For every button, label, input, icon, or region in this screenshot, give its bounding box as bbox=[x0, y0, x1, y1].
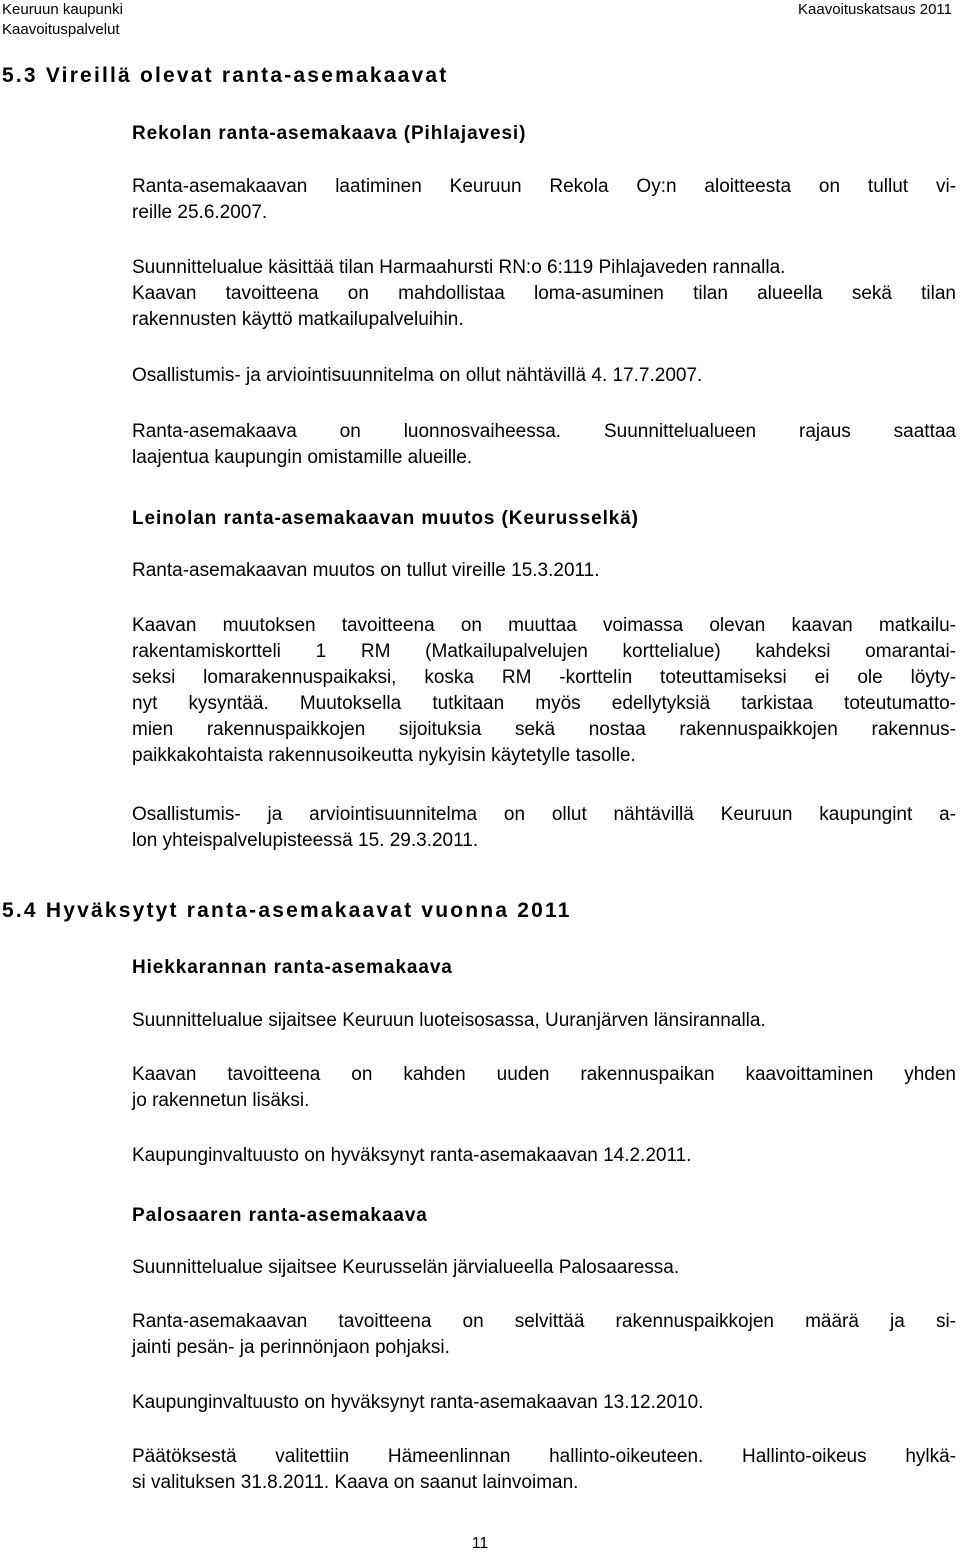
paragraph-line: Kaavan tavoitteena on kahden uuden rakennuspaikan kaavoittaminen yhden bbox=[132, 1064, 956, 1085]
paragraph bbox=[132, 255, 956, 333]
page-header-left bbox=[2, 0, 123, 40]
paragraph bbox=[132, 1309, 956, 1361]
paragraph-line: Kaavan muutoksen tavoitteena on muuttaa voimassa olevan kaavan matkailu- bbox=[132, 615, 956, 636]
paragraph-line: Päätöksestä valitettiin Hämeenlinnan hallinto-oikeuteen. Hallinto-oikeus hylkä- bbox=[132, 1446, 956, 1467]
paragraph-line: Suunnittelualue käsittää tilan Harmaahursti RN:o 6:119 Pihlajaveden rannalla. bbox=[132, 257, 786, 278]
paragraph bbox=[132, 1390, 956, 1416]
paragraph-line: Kaavan tavoitteena on mahdollistaa loma-asuminen tilan alueella sekä tilan bbox=[132, 283, 956, 304]
paragraph-line: Kaupunginvaltuusto on hyväksynyt ranta-asemakaavan 14.2.2011. bbox=[132, 1145, 692, 1166]
paragraph-line: Ranta-asemakaavan muutos on tullut vireille 15.3.2011. bbox=[132, 560, 600, 581]
paragraph bbox=[132, 1143, 956, 1169]
paragraph-line: Ranta-asemakaava on luonnosvaiheessa. Suunnittelualueen rajaus saattaa bbox=[132, 421, 956, 442]
paragraph-line: reille 25.6.2007. bbox=[132, 202, 268, 223]
paragraph-line: Ranta-asemakaavan laatiminen Keuruun Rekola Oy:n aloitteesta on tullut vi- bbox=[132, 176, 956, 197]
header-report-title: Kaavoituskatsaus 2011 bbox=[798, 1, 952, 18]
paragraph-line: laajentua kaupungin omistamille alueille. bbox=[132, 447, 473, 468]
page-header-right bbox=[798, 0, 952, 20]
header-organization: Keuruun kaupunki bbox=[2, 1, 123, 18]
paragraph-line: jo rakennetun lisäksi. bbox=[132, 1090, 310, 1111]
paragraph bbox=[132, 1008, 956, 1034]
paragraph-line: paikkakohtaista rakennusoikeutta nykyisin käytetylle tasolle. bbox=[132, 745, 636, 766]
paragraph-line: Osallistumis- ja arviointisuunnitelma on ollut nähtävillä 4. 17.7.2007. bbox=[132, 365, 703, 386]
paragraph-line: rakennusten käyttö matkailupalveluihin. bbox=[132, 309, 464, 330]
paragraph-line: mien rakennuspaikkojen sijoituksia sekä nostaa rakennuspaikkojen rakennus- bbox=[132, 719, 956, 740]
paragraph-line: Suunnittelualue sijaitsee Keuruun luoteisosassa, Uuranjärven länsirannalla. bbox=[132, 1010, 766, 1031]
plan-title-leinola: Leinolan ranta-asemakaavan muutos (Keurusselkä) bbox=[132, 508, 639, 529]
paragraph bbox=[132, 1062, 956, 1114]
paragraph-line: Osallistumis- ja arviointisuunnitelma on ollut nähtävillä Keuruun kaupungint a- bbox=[132, 804, 956, 825]
plan-title-rekola: Rekolan ranta-asemakaava (Pihlajavesi) bbox=[132, 123, 527, 144]
header-department: Kaavoituspalvelut bbox=[2, 21, 120, 38]
paragraph-line: nyt kysyntää. Muutoksella tutkitaan myös edellytyksiä tarkistaa toteutumatto- bbox=[132, 693, 956, 714]
paragraph-line: Suunnittelualue sijaitsee Keurusselän järvialueella Palosaaressa. bbox=[132, 1257, 680, 1278]
paragraph bbox=[132, 613, 956, 769]
paragraph bbox=[132, 363, 956, 389]
section-heading-5-3: 5.3 Vireillä olevat ranta-asemakaavat bbox=[2, 64, 449, 87]
paragraph-line: rakentamiskortteli 1 RM (Matkailupalvelujen korttelialue) kahdeksi omarantai- bbox=[132, 641, 956, 662]
paragraph-line: si valituksen 31.8.2011. Kaava on saanut lainvoiman. bbox=[132, 1472, 579, 1493]
plan-title-palosaari: Palosaaren ranta-asemakaava bbox=[132, 1205, 428, 1226]
section-heading-5-4: 5.4 Hyväksytyt ranta-asemakaavat vuonna 2011 bbox=[2, 899, 572, 922]
paragraph bbox=[132, 1444, 956, 1496]
paragraph bbox=[132, 419, 956, 471]
paragraph-line: lon yhteispalvelupisteessä 15. 29.3.2011. bbox=[132, 830, 479, 851]
paragraph bbox=[132, 802, 956, 854]
paragraph-line: seksi lomarakennuspaikaksi, koska RM -korttelin toteuttamiseksi ei ole löyty- bbox=[132, 667, 956, 688]
paragraph bbox=[132, 174, 956, 226]
plan-title-hiekkaranta: Hiekkarannan ranta-asemakaava bbox=[132, 957, 453, 978]
page-number: 11 bbox=[471, 1535, 489, 1552]
paragraph-line: Kaupunginvaltuusto on hyväksynyt ranta-asemakaavan 13.12.2010. bbox=[132, 1392, 704, 1413]
paragraph-line: jainti pesän- ja perinnönjaon pohjaksi. bbox=[132, 1337, 450, 1358]
paragraph bbox=[132, 1255, 956, 1281]
paragraph-line: Ranta-asemakaavan tavoitteena on selvittää rakennuspaikkojen määrä ja si- bbox=[132, 1311, 956, 1332]
paragraph bbox=[132, 558, 956, 584]
